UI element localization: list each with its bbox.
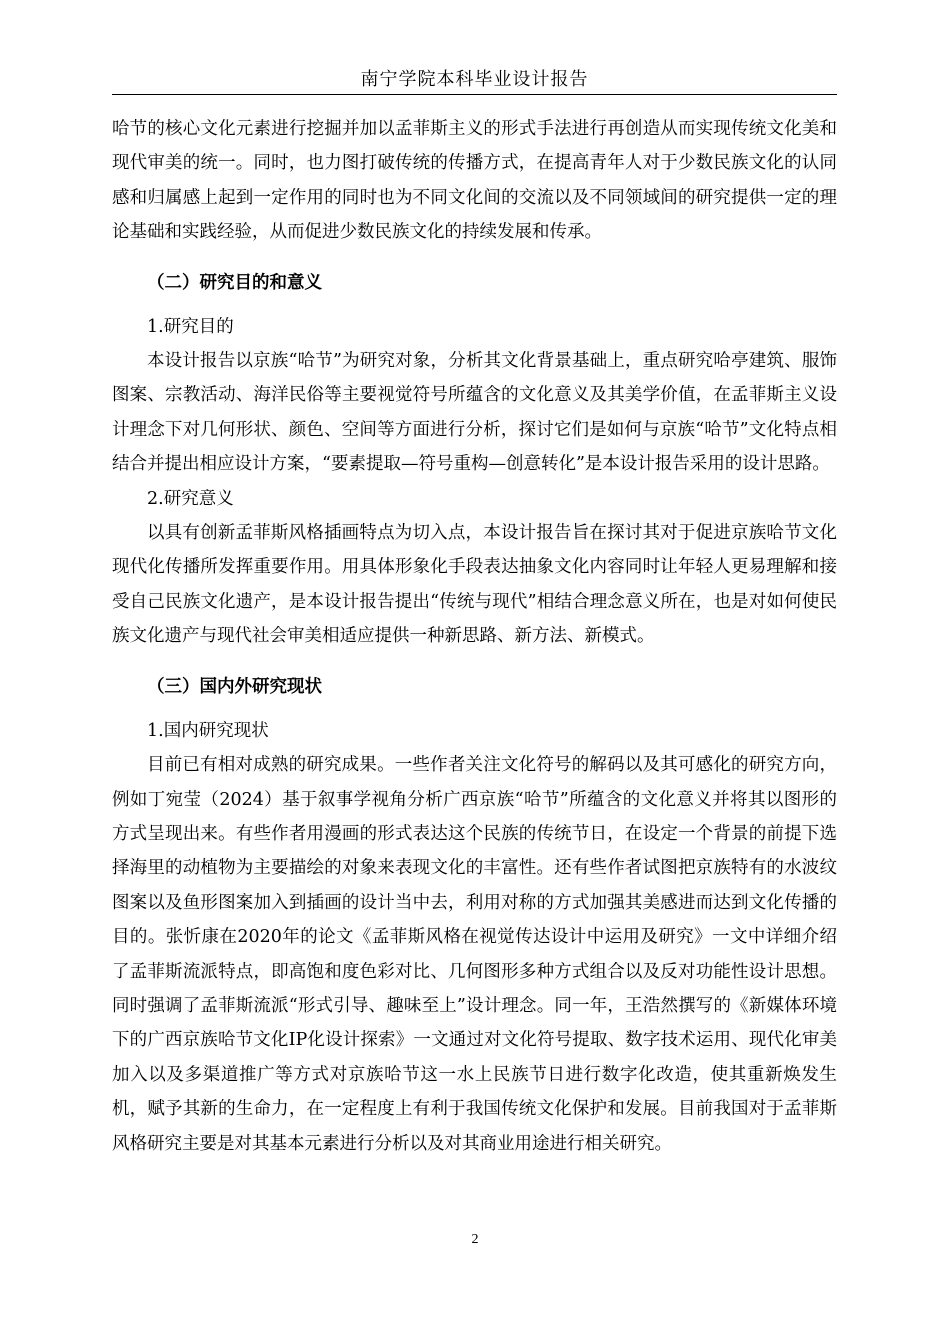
intro-paragraph: 哈节的核心文化元素进行挖掘并加以孟菲斯主义的形式手法进行再创造从而实现传统文化美和现代审美的统一。同时，也力图打破传统的传播方式，在提高青年人对于少数民族文化的认同感和归属感上起到一定作用的同时也为不同文化间的交流以及不同领域间的研究提供一定的理论基础和实践经验，从而促进少数民族文化的持续发展和传承。 <box>112 119 837 243</box>
paragraph-domestic-research: 目前已有相对成熟的研究成果。一些作者关注文化符号的解码以及其可感化的研究方向，例如丁宛莹（2024）基于叙事学视角分析广西京族“哈节”所蕴含的文化意义并将其以图形的方式呈现出来。有些作者用漫画的形式表达这个民族的传统节日，在设定一个背景的前提下选择海里的动植物为主要描绘的对象来表现文化的丰富性。还有些作者试图把京族特有的水波纹图案以及鱼形图案加入到插画的设计当中去，利用对称的方式加强其美感进而达到文化传播的目的。张忻康在2020年的论文《孟菲斯风格在视觉传达设计中运用及研究》一文中详细介绍了孟菲斯流派特点，即高饱和度色彩对比、几何图形多种方式组合以及反对功能性设计思想。同时强调了孟菲斯流派“形式引导、趣味至上”设计理念。同一年，王浩然撰写的《新媒体环境下的广西京族哈节文化IP化设计探索》一文通过对文化符号提取、数字技术运用、现代化审美加入以及多渠道推广等方式对京族哈节这一水上民族节日进行数字化改造，使其重新焕发生机，赋予其新的生命力，在一定程度上有利于我国传统文化保护和发展。目前我国对于孟菲斯风格研究主要是对其基本元素进行分析以及对其商业用途进行相关研究。 <box>112 755 837 1154</box>
section-heading-research-status: （三）国内外研究现状 <box>147 676 322 697</box>
subheading-research-significance: 2.研究意义 <box>147 488 234 509</box>
paragraph-research-purpose: 本设计报告以京族“哈节”为研究对象，分析其文化背景基础上，重点研究哈亭建筑、服饰图案、宗教活动、海洋民俗等主要视觉符号所蕴含的文化意义及其美学价值，在孟菲斯主义设计理念下对几何形状、颜色、空间等方面进行分析，探讨它们是如何与京族“哈节”文化特点相结合并提出相应设计方案，“要素提取—符号重构—创意转化”是本设计报告采用的设计思路。 <box>112 351 837 475</box>
header-divider <box>112 94 837 95</box>
page-body <box>112 112 837 1161</box>
section-heading-purpose-significance: （二）研究目的和意义 <box>147 272 322 293</box>
subheading-domestic-research: 1.国内研究现状 <box>147 720 269 741</box>
paragraph-research-significance: 以具有创新孟菲斯风格插画特点为切入点，本设计报告旨在探讨其对于促进京族哈节文化现代化传播所发挥重要作用。用具体形象化手段表达抽象文化内容同时让年轻人更易理解和接受自己民族文化遗产，是本设计报告提出“传统与现代”相结合理念意义所在，也是对如何使民族文化遗产与现代社会审美相适应提供一种新思路、新方法、新模式。 <box>112 523 837 647</box>
page-number: 2 <box>471 1232 479 1247</box>
subheading-research-purpose: 1.研究目的 <box>147 316 234 337</box>
page-header-title: 南宁学院本科毕业设计报告 <box>360 69 589 90</box>
